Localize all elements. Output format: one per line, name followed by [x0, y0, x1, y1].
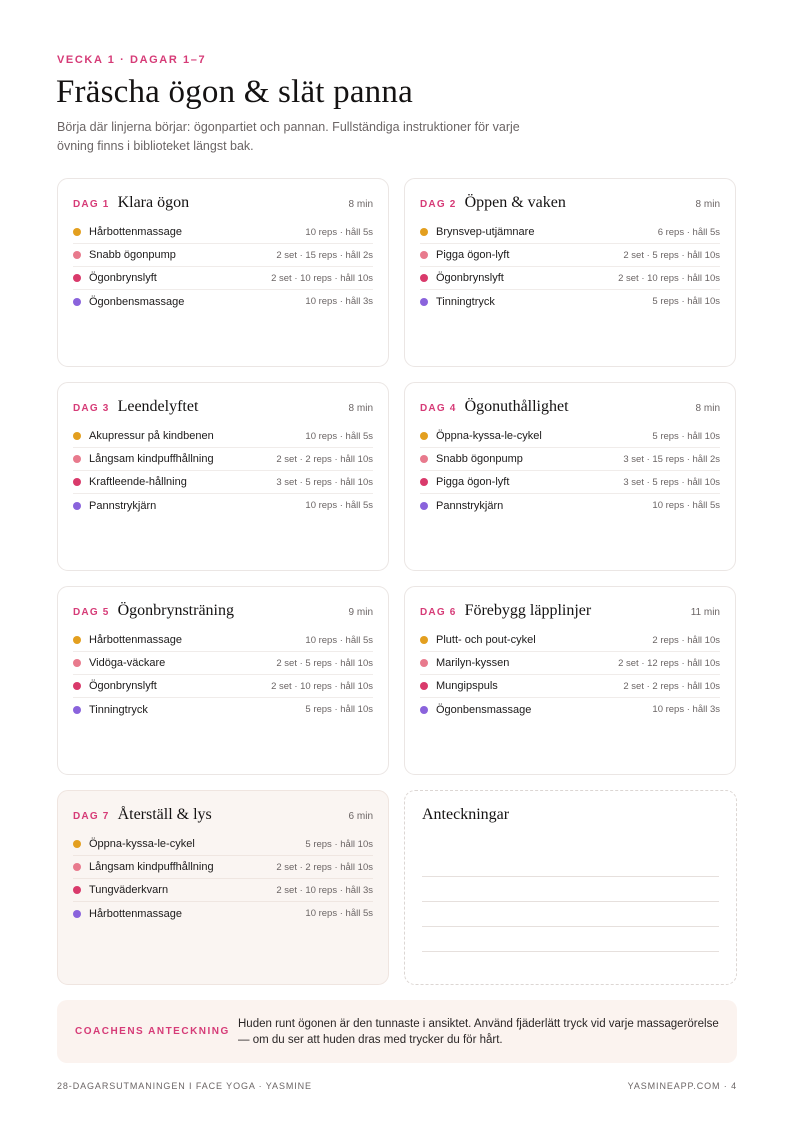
- day-card-header: [73, 194, 373, 216]
- day-duration: 8 min: [348, 199, 373, 210]
- exercise-dot-icon: [73, 432, 81, 440]
- page-title: Fräscha ögon & slät panna: [56, 74, 413, 110]
- exercise-list: [420, 629, 720, 721]
- exercise-row[interactable]: [73, 471, 373, 494]
- day-tag: DAG 1: [73, 199, 110, 210]
- exercise-reps: 3 set · 15 reps · håll 2s: [623, 453, 720, 465]
- day-duration: 6 min: [348, 811, 373, 822]
- exercise-name: Ögonbrynslyft: [89, 272, 157, 284]
- exercise-name: Tinningtryck: [436, 295, 495, 308]
- exercise-name: Kraftleende-hållning: [89, 476, 187, 488]
- footer-program: 28-DAGARSUTMANINGEN I FACE YOGA · YASMINE: [57, 1081, 312, 1091]
- exercise-name: Pannstrykjärn: [89, 499, 157, 512]
- exercise-row[interactable]: [73, 652, 373, 675]
- day-card[interactable]: [404, 382, 736, 571]
- exercise-dot-icon: [73, 455, 81, 463]
- exercise-name: Marilyn-kyssen: [436, 657, 510, 669]
- exercise-row[interactable]: [73, 448, 373, 471]
- exercise-dot-icon: [420, 251, 428, 259]
- exercise-row[interactable]: [420, 652, 720, 675]
- exercise-name: Pigga ögon-lyft: [436, 249, 510, 261]
- exercise-name: Ögonbensmassage: [89, 295, 185, 308]
- day-title: Förebygg läpplinjer: [464, 602, 592, 619]
- exercise-reps: 10 reps · håll 3s: [305, 296, 373, 307]
- day-card-header: [73, 602, 373, 624]
- exercise-dot-icon: [420, 274, 428, 282]
- exercise-row[interactable]: [73, 902, 373, 925]
- exercise-row[interactable]: [420, 244, 720, 267]
- exercise-dot-icon: [73, 863, 81, 871]
- exercise-row[interactable]: [73, 494, 373, 517]
- exercise-name: Hårbottenmassage: [89, 634, 182, 646]
- exercise-name: Pigga ögon-lyft: [436, 476, 510, 488]
- day-card[interactable]: [57, 382, 389, 571]
- exercise-reps: 10 reps · håll 5s: [652, 500, 720, 511]
- exercise-row[interactable]: [73, 267, 373, 290]
- day-card[interactable]: [57, 586, 389, 775]
- exercise-name: Akupressur på kindbenen: [89, 430, 214, 442]
- exercise-name: Ögonbensmassage: [436, 703, 532, 716]
- exercise-row[interactable]: [420, 675, 720, 698]
- day-card-header: [73, 806, 373, 828]
- exercise-dot-icon: [420, 636, 428, 644]
- exercise-row[interactable]: [73, 425, 373, 448]
- exercise-dot-icon: [73, 682, 81, 690]
- coach-note: [57, 1000, 737, 1063]
- exercise-reps: 2 set · 5 reps · håll 10s: [276, 657, 373, 669]
- exercise-dot-icon: [420, 682, 428, 690]
- exercise-reps: 10 reps · håll 5s: [305, 908, 373, 919]
- exercise-reps: 3 set · 5 reps · håll 10s: [623, 476, 720, 488]
- day-tag: DAG 2: [420, 199, 457, 210]
- day-card-header: [420, 602, 720, 624]
- exercise-name: Hårbottenmassage: [89, 226, 182, 238]
- exercise-name: Plutt- och pout-cykel: [436, 634, 536, 646]
- exercise-name: Ögonbrynslyft: [89, 680, 157, 692]
- exercise-reps: 2 set · 5 reps · håll 10s: [623, 249, 720, 261]
- exercise-row[interactable]: [420, 221, 720, 244]
- coach-note-text: Huden runt ögonen är den tunnaste i ansiktet. Använd fjäderlätt tryck vid varje massagerörelse — om du ser att huden dras med trycker du för hårt.: [238, 1017, 719, 1046]
- exercise-list: [73, 221, 373, 313]
- exercise-reps: 3 set · 5 reps · håll 10s: [276, 476, 373, 488]
- exercise-reps: 2 set · 2 reps · håll 10s: [623, 680, 720, 692]
- exercise-row[interactable]: [73, 290, 373, 313]
- day-tag: DAG 6: [420, 607, 457, 618]
- day-title: Leendelyftet: [117, 398, 199, 415]
- exercise-reps: 2 set · 10 reps · håll 3s: [276, 884, 373, 896]
- day-duration: 9 min: [348, 607, 373, 618]
- exercise-dot-icon: [73, 228, 81, 236]
- exercise-name: Tinningtryck: [89, 703, 148, 716]
- exercise-dot-icon: [73, 478, 81, 486]
- exercise-dot-icon: [420, 502, 428, 510]
- exercise-row[interactable]: [420, 267, 720, 290]
- exercise-row[interactable]: [73, 698, 373, 721]
- exercise-row[interactable]: [420, 471, 720, 494]
- exercise-dot-icon: [420, 455, 428, 463]
- day-duration: 8 min: [695, 199, 720, 210]
- exercise-reps: 2 set · 2 reps · håll 10s: [276, 453, 373, 465]
- exercise-dot-icon: [73, 910, 81, 918]
- note-line[interactable]: [422, 852, 719, 877]
- exercise-name: Långsam kindpuffhållning: [89, 453, 214, 465]
- exercise-row[interactable]: [420, 290, 720, 313]
- note-line[interactable]: [422, 927, 719, 952]
- exercise-name: Pannstrykjärn: [436, 499, 504, 512]
- day-duration: 8 min: [348, 403, 373, 414]
- exercise-row[interactable]: [73, 629, 373, 652]
- exercise-row[interactable]: [73, 675, 373, 698]
- day-tag: DAG 4: [420, 403, 457, 414]
- exercise-row[interactable]: [420, 494, 720, 517]
- exercise-name: Långsam kindpuffhållning: [89, 861, 214, 873]
- exercise-dot-icon: [73, 659, 81, 667]
- exercise-name: Mungipspuls: [436, 680, 498, 692]
- day-duration: 8 min: [695, 403, 720, 414]
- exercise-row[interactable]: [420, 629, 720, 652]
- exercise-name: Öppna-kyssa-le-cykel: [436, 430, 542, 442]
- day-title: Öppen & vaken: [464, 194, 566, 211]
- day-tag: DAG 7: [73, 811, 110, 822]
- exercise-name: Snabb ögonpump: [89, 249, 176, 261]
- exercise-dot-icon: [420, 228, 428, 236]
- exercise-name: Hårbottenmassage: [89, 907, 182, 920]
- exercise-name: Ögonbrynslyft: [436, 272, 504, 284]
- exercise-dot-icon: [73, 636, 81, 644]
- intro-text: Börja där linjerna börjar: ögonpartiet och pannan. Fullständiga instruktioner för varje övning finns i biblioteket längst bak.: [57, 120, 520, 153]
- exercise-dot-icon: [73, 251, 81, 259]
- exercise-name: Öppna-kyssa-le-cykel: [89, 838, 195, 850]
- exercise-dot-icon: [73, 886, 81, 894]
- exercise-dot-icon: [73, 274, 81, 282]
- exercise-name: Snabb ögonpump: [436, 453, 523, 465]
- exercise-reps: 2 reps · håll 10s: [652, 634, 720, 646]
- exercise-reps: 2 set · 12 reps · håll 10s: [618, 657, 720, 669]
- exercise-dot-icon: [420, 659, 428, 667]
- notes-card[interactable]: [404, 790, 737, 985]
- day-duration: 11 min: [690, 607, 720, 618]
- exercise-row[interactable]: [420, 425, 720, 448]
- week-label: VECKA 1 · DAGAR 1–7: [57, 54, 207, 66]
- exercise-reps: 2 set · 10 reps · håll 10s: [271, 680, 373, 692]
- exercise-reps: 6 reps · håll 5s: [657, 226, 720, 238]
- exercise-list: [73, 629, 373, 721]
- exercise-row[interactable]: [73, 221, 373, 244]
- exercise-row[interactable]: [73, 856, 373, 879]
- exercise-dot-icon: [420, 298, 428, 306]
- day-card-header: [420, 194, 720, 216]
- footer-page: YASMINEAPP.COM · 4: [627, 1081, 737, 1091]
- exercise-reps: 5 reps · håll 10s: [305, 704, 373, 715]
- coach-note-label: COACHENS ANTECKNING: [75, 1026, 230, 1037]
- exercise-reps: 5 reps · håll 10s: [652, 430, 720, 442]
- exercise-reps: 2 set · 10 reps · håll 10s: [618, 272, 720, 284]
- exercise-name: Tungväderkvarn: [89, 884, 169, 896]
- day-tag: DAG 5: [73, 607, 110, 618]
- day-title: Klara ögon: [117, 194, 190, 211]
- exercise-reps: 2 set · 10 reps · håll 10s: [271, 272, 373, 284]
- exercise-dot-icon: [73, 502, 81, 510]
- day-card[interactable]: [57, 790, 389, 985]
- note-line[interactable]: [422, 902, 719, 927]
- exercise-list: [420, 221, 720, 313]
- exercise-row[interactable]: [73, 879, 373, 902]
- exercise-reps: 10 reps · håll 5s: [305, 634, 373, 646]
- day-tag: DAG 3: [73, 403, 110, 414]
- day-title: Ögonbrynsträning: [117, 602, 234, 619]
- exercise-reps: 10 reps · håll 5s: [305, 430, 373, 442]
- notes-title: Anteckningar: [422, 806, 510, 823]
- day-card[interactable]: [404, 178, 736, 367]
- exercise-reps: 2 set · 15 reps · håll 2s: [276, 249, 373, 261]
- exercise-reps: 10 reps · håll 5s: [305, 226, 373, 238]
- exercise-list: [73, 833, 373, 925]
- exercise-name: Vidöga-väckare: [89, 657, 166, 669]
- exercise-dot-icon: [420, 478, 428, 486]
- exercise-reps: 10 reps · håll 5s: [305, 500, 373, 511]
- exercise-reps: 5 reps · håll 10s: [305, 838, 373, 850]
- exercise-dot-icon: [73, 840, 81, 848]
- exercise-row[interactable]: [420, 448, 720, 471]
- exercise-dot-icon: [420, 432, 428, 440]
- exercise-row[interactable]: [73, 244, 373, 267]
- exercise-reps: 10 reps · håll 3s: [652, 704, 720, 715]
- day-title: Återställ & lys: [117, 806, 212, 823]
- exercise-reps: 5 reps · håll 10s: [652, 296, 720, 307]
- exercise-dot-icon: [73, 706, 81, 714]
- exercise-list: [73, 425, 373, 517]
- day-title: Ögonuthållighet: [464, 398, 569, 415]
- exercise-dot-icon: [73, 298, 81, 306]
- exercise-row[interactable]: [73, 833, 373, 856]
- exercise-list: [420, 425, 720, 517]
- day-card[interactable]: [404, 586, 736, 775]
- exercise-reps: 2 set · 2 reps · håll 10s: [276, 861, 373, 873]
- exercise-row[interactable]: [420, 698, 720, 721]
- exercise-dot-icon: [420, 706, 428, 714]
- day-card-header: [73, 398, 373, 420]
- day-card[interactable]: [57, 178, 389, 367]
- note-line[interactable]: [422, 877, 719, 902]
- day-card-header: [420, 398, 720, 420]
- exercise-name: Brynsvep-utjämnare: [436, 226, 535, 238]
